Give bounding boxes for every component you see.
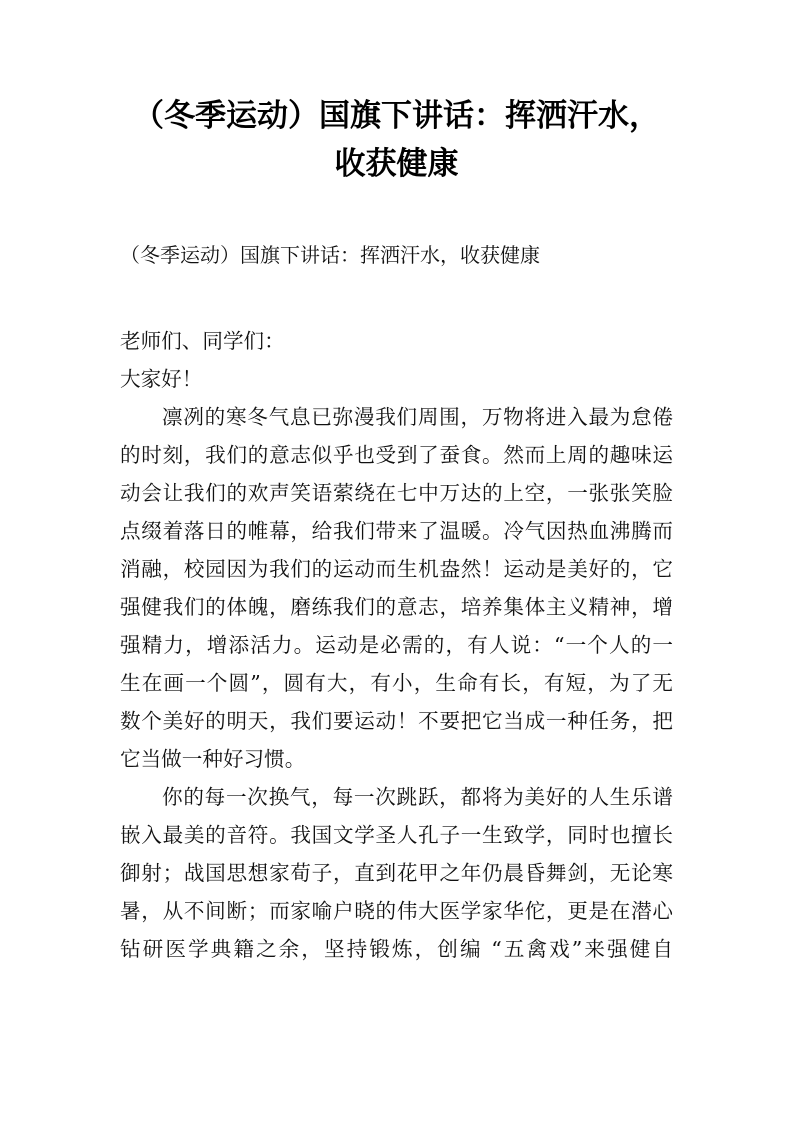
title-line-1: （冬季运动）国旗下讲话：挥洒汗水， [133,98,660,134]
paragraph-1 [120,398,673,778]
paragraph-line: 它当做一种好习惯。 [120,747,306,771]
paragraph-line: 强精力，增添活力。运动是必需的，有人说：“一个人的一 [120,633,673,657]
title-line-2: 收获健康 [334,146,459,182]
document-body [120,322,673,968]
paragraph-2 [120,778,673,968]
paragraph-line: 生在画一个圆”，圆有大，有小，生命有长，有短，为了无 [120,671,673,695]
paragraph-line: 强健我们的体魄，磨练我们的意志，培养集体主义精神，增 [120,595,673,619]
greeting: 老师们、同学们： [120,329,285,353]
paragraph-line: 嵌入最美的音符。我国文学圣人孔子一生致学，同时也擅长 [120,823,673,847]
paragraph-line: 数个美好的明天，我们要运动！不要把它当成一种任务，把 [120,709,673,733]
paragraph-line: 钻研医学典籍之余，坚持锻炼，创编 “五禽戏”来强健自 [120,937,673,961]
paragraph-line: 御射；战国思想家荀子，直到花甲之年仍晨昏舞剑，无论寒 [120,861,673,885]
document-subtitle: （冬季运动）国旗下讲话：挥洒汗水，收获健康 [120,243,540,267]
paragraph-line: 动会让我们的欢声笑语萦绕在七中万达的上空，一张张笑脸 [120,481,673,505]
paragraph-line: 暑，从不间断；而家喻户晓的伟大医学家华佗，更是在潜心 [120,899,673,923]
paragraph-line: 消融，校园因为我们的运动而生机盎然！运动是美好的，它 [120,557,673,581]
document-title [60,92,733,188]
paragraph-line: 凛冽的寒冬气息已弥漫我们周围，万物将进入最为怠倦 [162,405,673,429]
paragraph-line: 你的每一次换气，每一次跳跃，都将为美好的人生乐谱 [162,785,673,809]
paragraph-line: 的时刻，我们的意志似乎也受到了蚕食。然而上周的趣味运 [120,443,673,467]
paragraph-line: 点缀着落日的帷幕，给我们带来了温暖。冷气因热血沸腾而 [120,519,673,543]
salutation: 大家好！ [120,367,203,391]
